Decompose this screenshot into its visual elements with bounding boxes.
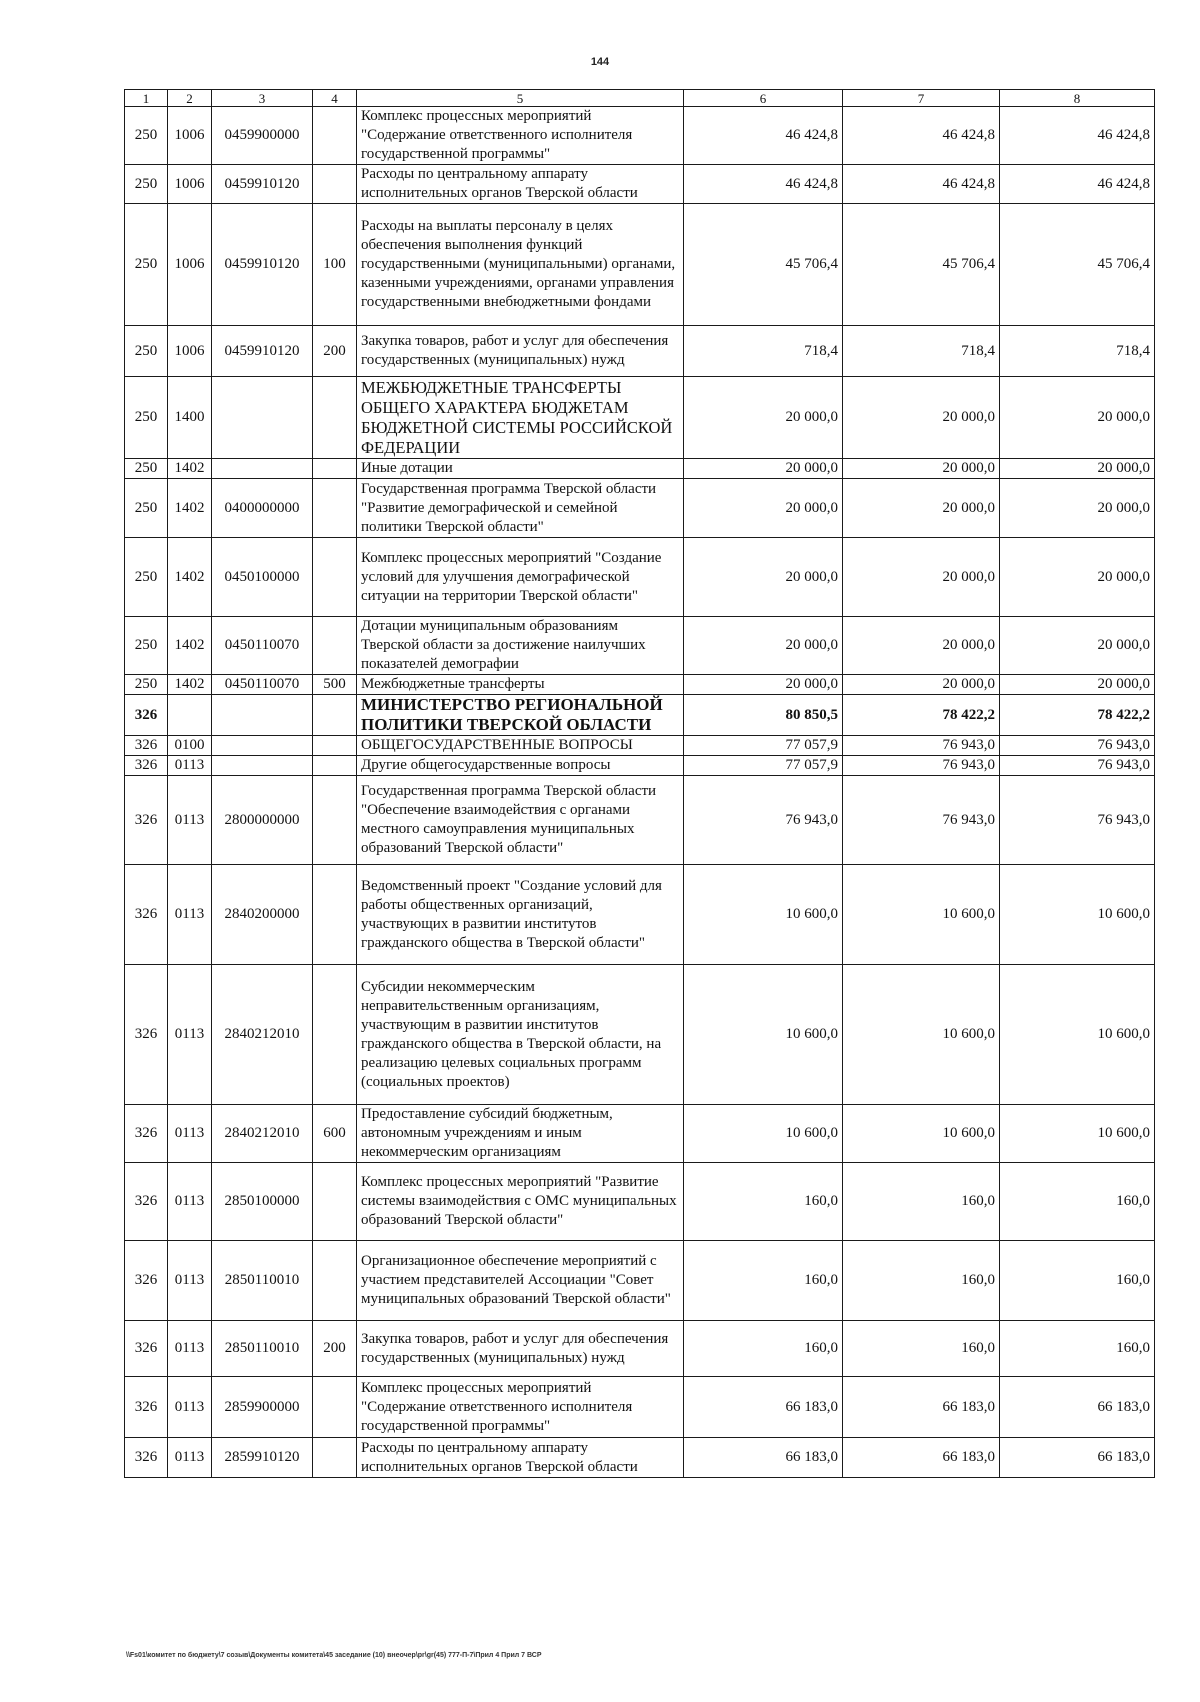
cell-expense-type xyxy=(313,1438,357,1478)
cell-name: Государственная программа Тверской области "Развитие демографической и семейной политики Тверской области" xyxy=(357,479,684,538)
cell-amount-col8: 160,0 xyxy=(1000,1321,1155,1377)
cell-amount-col8: 20 000,0 xyxy=(1000,538,1155,617)
cell-amount-col6: 718,4 xyxy=(684,326,843,377)
cell-name: Комплекс процессных мероприятий "Создание условий для улучшения демографической ситуации на территории Тверской области" xyxy=(357,538,684,617)
table-row xyxy=(125,107,1155,165)
cell-expense-type xyxy=(313,479,357,538)
cell-expense-type xyxy=(313,1241,357,1321)
cell-target-article xyxy=(212,756,313,776)
cell-amount-col7: 10 600,0 xyxy=(843,865,1000,965)
cell-subsection-code: 1402 xyxy=(168,617,212,675)
cell-section-code: 250 xyxy=(125,377,168,459)
cell-amount-col6: 20 000,0 xyxy=(684,377,843,459)
cell-amount-col8: 718,4 xyxy=(1000,326,1155,377)
cell-amount-col7: 20 000,0 xyxy=(843,617,1000,675)
cell-name: Организационное обеспечение мероприятий с участием представителей Ассоциации "Совет муниципальных образований Тверской области" xyxy=(357,1241,684,1321)
cell-expense-type xyxy=(313,736,357,756)
cell-expense-type xyxy=(313,459,357,479)
cell-expense-type xyxy=(313,1377,357,1438)
cell-amount-col8: 46 424,8 xyxy=(1000,107,1155,165)
cell-section-code: 250 xyxy=(125,538,168,617)
table-row xyxy=(125,326,1155,377)
cell-amount-col8: 78 422,2 xyxy=(1000,695,1155,736)
cell-amount-col8: 10 600,0 xyxy=(1000,865,1155,965)
table-row xyxy=(125,1438,1155,1478)
cell-name: Расходы по центральному аппарату исполнительных органов Тверской области xyxy=(357,1438,684,1478)
cell-name: МЕЖБЮДЖЕТНЫЕ ТРАНСФЕРТЫ ОБЩЕГО ХАРАКТЕРА БЮДЖЕТАМ БЮДЖЕТНОЙ СИСТЕМЫ РОССИЙСКОЙ ФЕДЕРАЦИИ xyxy=(357,377,684,459)
cell-amount-col7: 20 000,0 xyxy=(843,459,1000,479)
cell-amount-col6: 160,0 xyxy=(684,1163,843,1241)
table-row xyxy=(125,1321,1155,1377)
cell-target-article: 0450110070 xyxy=(212,675,313,695)
cell-name: Комплекс процессных мероприятий "Содержание ответственного исполнителя государственной программы" xyxy=(357,1377,684,1438)
cell-expense-type xyxy=(313,107,357,165)
cell-amount-col8: 160,0 xyxy=(1000,1241,1155,1321)
cell-name: Межбюджетные трансферты xyxy=(357,675,684,695)
cell-amount-col6: 20 000,0 xyxy=(684,675,843,695)
cell-name: Другие общегосударственные вопросы xyxy=(357,756,684,776)
cell-name: Комплекс процессных мероприятий "Содержание ответственного исполнителя государственной программы" xyxy=(357,107,684,165)
cell-target-article: 2840212010 xyxy=(212,965,313,1105)
cell-expense-type xyxy=(313,776,357,865)
column-header: 7 xyxy=(843,90,1000,107)
cell-subsection-code xyxy=(168,695,212,736)
table-row xyxy=(125,675,1155,695)
cell-amount-col8: 45 706,4 xyxy=(1000,204,1155,326)
cell-subsection-code: 1402 xyxy=(168,538,212,617)
cell-amount-col6: 20 000,0 xyxy=(684,538,843,617)
cell-target-article xyxy=(212,695,313,736)
cell-section-code: 326 xyxy=(125,1438,168,1478)
cell-amount-col8: 76 943,0 xyxy=(1000,776,1155,865)
table-row xyxy=(125,538,1155,617)
cell-amount-col7: 46 424,8 xyxy=(843,165,1000,204)
table-row xyxy=(125,1377,1155,1438)
cell-section-code: 250 xyxy=(125,165,168,204)
cell-amount-col7: 160,0 xyxy=(843,1241,1000,1321)
cell-subsection-code: 0113 xyxy=(168,1321,212,1377)
cell-target-article: 0400000000 xyxy=(212,479,313,538)
cell-subsection-code: 1400 xyxy=(168,377,212,459)
cell-section-code: 326 xyxy=(125,1321,168,1377)
cell-section-code: 326 xyxy=(125,1241,168,1321)
cell-amount-col7: 718,4 xyxy=(843,326,1000,377)
cell-amount-col7: 45 706,4 xyxy=(843,204,1000,326)
cell-expense-type xyxy=(313,695,357,736)
cell-subsection-code: 0100 xyxy=(168,736,212,756)
cell-amount-col7: 20 000,0 xyxy=(843,675,1000,695)
cell-target-article: 0450110070 xyxy=(212,617,313,675)
cell-target-article: 2850100000 xyxy=(212,1163,313,1241)
cell-amount-col8: 10 600,0 xyxy=(1000,965,1155,1105)
cell-section-code: 250 xyxy=(125,617,168,675)
table-header-row xyxy=(125,90,1155,107)
cell-expense-type: 500 xyxy=(313,675,357,695)
cell-amount-col8: 76 943,0 xyxy=(1000,736,1155,756)
table-row xyxy=(125,1105,1155,1163)
cell-amount-col6: 77 057,9 xyxy=(684,736,843,756)
cell-amount-col7: 160,0 xyxy=(843,1163,1000,1241)
cell-amount-col6: 80 850,5 xyxy=(684,695,843,736)
cell-subsection-code: 0113 xyxy=(168,1438,212,1478)
cell-section-code: 326 xyxy=(125,695,168,736)
column-header: 3 xyxy=(212,90,313,107)
table-row xyxy=(125,165,1155,204)
cell-name: Субсидии некоммерческим неправительственным организациям, участвующим в развитии институтов гражданского общества в Тверской области, на реализацию целевых социальных программ (социальных проектов) xyxy=(357,965,684,1105)
table-row xyxy=(125,776,1155,865)
cell-expense-type xyxy=(313,377,357,459)
cell-amount-col7: 20 000,0 xyxy=(843,377,1000,459)
cell-amount-col7: 46 424,8 xyxy=(843,107,1000,165)
cell-name: Закупка товаров, работ и услуг для обеспечения государственных (муниципальных) нужд xyxy=(357,1321,684,1377)
cell-section-code: 250 xyxy=(125,459,168,479)
cell-expense-type xyxy=(313,538,357,617)
table-body xyxy=(125,107,1155,1478)
cell-amount-col8: 20 000,0 xyxy=(1000,479,1155,538)
cell-amount-col8: 20 000,0 xyxy=(1000,459,1155,479)
cell-amount-col7: 20 000,0 xyxy=(843,538,1000,617)
cell-target-article: 2840212010 xyxy=(212,1105,313,1163)
cell-subsection-code: 0113 xyxy=(168,1163,212,1241)
cell-target-article: 2800000000 xyxy=(212,776,313,865)
table-row xyxy=(125,865,1155,965)
cell-section-code: 326 xyxy=(125,776,168,865)
cell-amount-col7: 20 000,0 xyxy=(843,479,1000,538)
column-header: 2 xyxy=(168,90,212,107)
cell-amount-col6: 10 600,0 xyxy=(684,965,843,1105)
cell-amount-col6: 46 424,8 xyxy=(684,165,843,204)
cell-subsection-code: 0113 xyxy=(168,1105,212,1163)
cell-amount-col7: 66 183,0 xyxy=(843,1438,1000,1478)
cell-amount-col6: 77 057,9 xyxy=(684,756,843,776)
cell-amount-col7: 76 943,0 xyxy=(843,756,1000,776)
page-number: 144 xyxy=(590,56,610,68)
cell-expense-type: 600 xyxy=(313,1105,357,1163)
cell-amount-col6: 10 600,0 xyxy=(684,865,843,965)
cell-amount-col6: 66 183,0 xyxy=(684,1438,843,1478)
cell-target-article: 2850110010 xyxy=(212,1321,313,1377)
cell-amount-col7: 76 943,0 xyxy=(843,776,1000,865)
cell-amount-col6: 20 000,0 xyxy=(684,617,843,675)
cell-target-article: 2850110010 xyxy=(212,1241,313,1321)
cell-name: ОБЩЕГОСУДАРСТВЕННЫЕ ВОПРОСЫ xyxy=(357,736,684,756)
cell-target-article: 0459910120 xyxy=(212,165,313,204)
cell-subsection-code: 0113 xyxy=(168,756,212,776)
cell-section-code: 326 xyxy=(125,865,168,965)
cell-target-article: 0459910120 xyxy=(212,204,313,326)
cell-section-code: 250 xyxy=(125,479,168,538)
table-row xyxy=(125,617,1155,675)
cell-amount-col8: 46 424,8 xyxy=(1000,165,1155,204)
cell-name: Дотации муниципальным образованиям Тверской области за достижение наилучших показателей демографии xyxy=(357,617,684,675)
cell-subsection-code: 0113 xyxy=(168,865,212,965)
cell-amount-col7: 76 943,0 xyxy=(843,736,1000,756)
cell-expense-type: 200 xyxy=(313,326,357,377)
cell-expense-type: 200 xyxy=(313,1321,357,1377)
cell-subsection-code: 0113 xyxy=(168,776,212,865)
cell-amount-col7: 10 600,0 xyxy=(843,1105,1000,1163)
cell-subsection-code: 1006 xyxy=(168,165,212,204)
table-row xyxy=(125,965,1155,1105)
cell-amount-col8: 76 943,0 xyxy=(1000,756,1155,776)
cell-amount-col8: 20 000,0 xyxy=(1000,377,1155,459)
cell-section-code: 250 xyxy=(125,675,168,695)
cell-subsection-code: 1006 xyxy=(168,107,212,165)
footer-file-path: \\Fs01\комитет по бюджету\7 созыв\Документы комитета\45 заседание (10) внеочер\pr\gr(45) 777-П-7\Прил 4 Прил 7 ВСР xyxy=(126,1652,542,1659)
table-row xyxy=(125,736,1155,756)
cell-section-code: 250 xyxy=(125,204,168,326)
cell-target-article: 2859900000 xyxy=(212,1377,313,1438)
cell-target-article xyxy=(212,459,313,479)
cell-amount-col6: 45 706,4 xyxy=(684,204,843,326)
cell-amount-col7: 78 422,2 xyxy=(843,695,1000,736)
cell-target-article: 0450100000 xyxy=(212,538,313,617)
cell-name: Расходы на выплаты персоналу в целях обеспечения выполнения функций государственными (муниципальными) органами, казенными учреждениями, органами управления государственными внебюджетными фондами xyxy=(357,204,684,326)
cell-amount-col6: 20 000,0 xyxy=(684,479,843,538)
column-header: 6 xyxy=(684,90,843,107)
cell-amount-col7: 66 183,0 xyxy=(843,1377,1000,1438)
cell-name: Предоставление субсидий бюджетным, автономным учреждениям и иным некоммерческим организациям xyxy=(357,1105,684,1163)
cell-name: Ведомственный проект "Создание условий для работы общественных организаций, участвующих в развитии институтов гражданского общества в Тверской области" xyxy=(357,865,684,965)
table-row xyxy=(125,756,1155,776)
column-header: 1 xyxy=(125,90,168,107)
cell-subsection-code: 0113 xyxy=(168,1377,212,1438)
cell-name: Закупка товаров, работ и услуг для обеспечения государственных (муниципальных) нужд xyxy=(357,326,684,377)
cell-expense-type xyxy=(313,965,357,1105)
table-row xyxy=(125,204,1155,326)
cell-target-article: 2840200000 xyxy=(212,865,313,965)
cell-subsection-code: 1402 xyxy=(168,459,212,479)
cell-subsection-code: 0113 xyxy=(168,1241,212,1321)
cell-expense-type xyxy=(313,865,357,965)
column-header: 4 xyxy=(313,90,357,107)
table-row xyxy=(125,1241,1155,1321)
cell-subsection-code: 0113 xyxy=(168,965,212,1105)
column-header: 5 xyxy=(357,90,684,107)
cell-target-article: 0459900000 xyxy=(212,107,313,165)
cell-target-article xyxy=(212,377,313,459)
table-row xyxy=(125,377,1155,459)
cell-subsection-code: 1402 xyxy=(168,675,212,695)
cell-amount-col8: 160,0 xyxy=(1000,1163,1155,1241)
cell-target-article: 0459910120 xyxy=(212,326,313,377)
table-row xyxy=(125,459,1155,479)
cell-name: МИНИСТЕРСТВО РЕГИОНАЛЬНОЙ ПОЛИТИКИ ТВЕРСКОЙ ОБЛАСТИ xyxy=(357,695,684,736)
cell-subsection-code: 1402 xyxy=(168,479,212,538)
cell-amount-col6: 160,0 xyxy=(684,1241,843,1321)
cell-expense-type: 100 xyxy=(313,204,357,326)
cell-amount-col6: 10 600,0 xyxy=(684,1105,843,1163)
cell-name: Комплекс процессных мероприятий "Развитие системы взаимодействия с ОМС муниципальных образований Тверской области" xyxy=(357,1163,684,1241)
budget-table xyxy=(124,89,1155,1478)
cell-amount-col8: 66 183,0 xyxy=(1000,1377,1155,1438)
cell-subsection-code: 1006 xyxy=(168,204,212,326)
cell-name: Расходы по центральному аппарату исполнительных органов Тверской области xyxy=(357,165,684,204)
cell-name: Иные дотации xyxy=(357,459,684,479)
cell-expense-type xyxy=(313,617,357,675)
cell-amount-col7: 160,0 xyxy=(843,1321,1000,1377)
cell-section-code: 326 xyxy=(125,965,168,1105)
cell-amount-col8: 20 000,0 xyxy=(1000,675,1155,695)
cell-expense-type xyxy=(313,1163,357,1241)
column-header: 8 xyxy=(1000,90,1155,107)
cell-section-code: 326 xyxy=(125,1105,168,1163)
cell-name: Государственная программа Тверской области "Обеспечение взаимодействия с органами местного самоуправления муниципальных образований Тверской области" xyxy=(357,776,684,865)
table-row xyxy=(125,479,1155,538)
cell-target-article xyxy=(212,736,313,756)
cell-expense-type xyxy=(313,165,357,204)
cell-section-code: 250 xyxy=(125,107,168,165)
cell-expense-type xyxy=(313,756,357,776)
cell-section-code: 326 xyxy=(125,736,168,756)
table-row xyxy=(125,695,1155,736)
cell-section-code: 250 xyxy=(125,326,168,377)
cell-amount-col7: 10 600,0 xyxy=(843,965,1000,1105)
cell-amount-col8: 10 600,0 xyxy=(1000,1105,1155,1163)
cell-target-article: 2859910120 xyxy=(212,1438,313,1478)
cell-amount-col8: 66 183,0 xyxy=(1000,1438,1155,1478)
cell-amount-col6: 160,0 xyxy=(684,1321,843,1377)
cell-subsection-code: 1006 xyxy=(168,326,212,377)
cell-amount-col8: 20 000,0 xyxy=(1000,617,1155,675)
cell-section-code: 326 xyxy=(125,756,168,776)
cell-amount-col6: 20 000,0 xyxy=(684,459,843,479)
cell-section-code: 326 xyxy=(125,1163,168,1241)
cell-amount-col6: 46 424,8 xyxy=(684,107,843,165)
cell-amount-col6: 76 943,0 xyxy=(684,776,843,865)
cell-amount-col6: 66 183,0 xyxy=(684,1377,843,1438)
table-row xyxy=(125,1163,1155,1241)
cell-section-code: 326 xyxy=(125,1377,168,1438)
